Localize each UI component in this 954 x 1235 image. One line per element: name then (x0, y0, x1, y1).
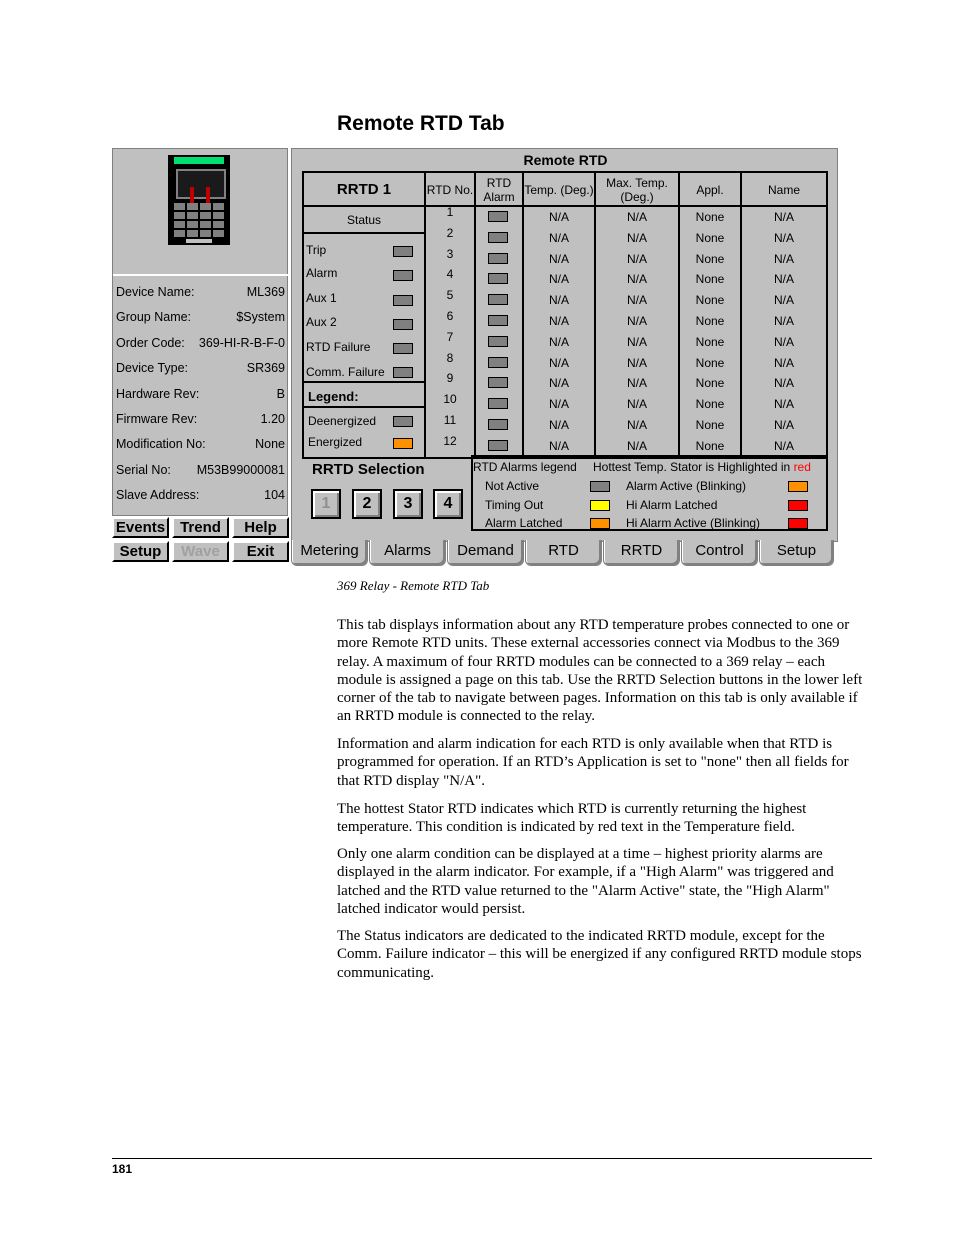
body-paragraph: Only one alarm condition can be displayed at a time – highest priority alarms are displayed in the alarm indicator. For example, if a "High Alarm" was triggered and latched and the RTD value returned to the "Alarm Active" state, the "High Alarm" latched indicator would persist. (337, 846, 834, 917)
tab-metering[interactable]: Metering (291, 540, 368, 566)
device-info-label: Serial No: (116, 462, 171, 477)
rtd-row-appl: None (695, 355, 725, 370)
rrtd-select-button-4[interactable]: 4 (433, 489, 463, 519)
header-max-temp: Max. Temp. (Deg.) (606, 176, 668, 204)
rtd-row-no: 4 (446, 267, 454, 282)
status-item-label: Alarm (306, 266, 338, 280)
rtd-row-appl: None (695, 376, 725, 391)
rtd-row-name: N/A (773, 272, 794, 287)
rtd-alarm-indicator (488, 315, 508, 326)
rtd-row-temp: N/A (548, 293, 569, 308)
status-item-label: Trip (306, 243, 327, 257)
rtd-alarm-indicator (488, 377, 508, 388)
figure-caption: 369 Relay - Remote RTD Tab (337, 578, 490, 593)
rtd-row-name: N/A (773, 314, 794, 328)
device-info-row (113, 457, 289, 482)
rtd-row-max: N/A (626, 418, 647, 432)
device-info-value: ML369 (246, 285, 285, 299)
status-indicator (393, 367, 413, 378)
rtd-row-appl: None (695, 438, 725, 453)
status-indicator (393, 319, 413, 330)
alarms-legend-title: RTD Alarms legend (473, 460, 577, 474)
rtd-row-temp: N/A (548, 397, 569, 412)
legend-item-label: Deenergized (308, 414, 377, 428)
rtd-alarm-indicator (488, 398, 508, 409)
rtd-row-no: 2 (446, 225, 454, 240)
module-label: RRTD 1 (336, 181, 392, 198)
tab-strip (291, 540, 838, 568)
device-image-area (113, 149, 289, 276)
setup-button[interactable]: Setup (112, 541, 169, 562)
alarm-legend-label: Hi Alarm Latched (626, 498, 718, 512)
rtd-row-no: 12 (443, 433, 457, 448)
device-info-row (113, 330, 289, 355)
alarm-swatch-hi-alarm-active (788, 518, 808, 529)
device-panel (112, 148, 288, 516)
rtd-row-max: N/A (626, 376, 647, 391)
rrtd-selection (302, 459, 471, 531)
events-button[interactable]: Events (112, 517, 169, 538)
hottest-color-word: red (793, 460, 811, 474)
device-info-value: B (276, 386, 285, 401)
device-info-label: Firmware Rev: (116, 411, 198, 426)
alarm-swatch-timing-out (590, 500, 610, 511)
rtd-row-max: N/A (626, 230, 647, 245)
rtd-row-max: N/A (626, 314, 647, 328)
status-item-label: RTD Failure (306, 340, 371, 354)
hottest-text: Hottest Temp. Stator is Highlighted in (593, 460, 791, 474)
status-label: Status (346, 213, 382, 227)
legend-item-label: Energized (308, 435, 363, 449)
alarm-swatch-hi-alarm-latched (788, 500, 808, 511)
rrtd-select-button-1[interactable]: 1 (311, 489, 341, 519)
rtd-row-no: 1 (446, 205, 454, 219)
rtd-row-temp: N/A (548, 376, 569, 391)
tab-alarms[interactable]: Alarms (369, 540, 446, 566)
tab-rrtd[interactable]: RRTD (603, 540, 680, 566)
device-info-row (113, 431, 289, 456)
alarm-legend-label: Timing Out (485, 498, 544, 512)
alarm-swatch-alarm-active (788, 481, 808, 492)
device-info-label: Slave Address: (116, 488, 200, 503)
rtd-row-name: N/A (773, 210, 794, 224)
rtd-row-name: N/A (773, 376, 794, 391)
device-info-value: 1.20 (260, 411, 285, 426)
device-info-row (113, 406, 289, 431)
rtd-alarm-indicator (488, 336, 508, 347)
device-info-value: $System (236, 310, 285, 325)
rtd-alarms-legend (471, 455, 828, 531)
device-info-row (113, 381, 289, 406)
device-info-label: Device Type: (116, 361, 189, 376)
rtd-row-temp: N/A (548, 334, 569, 349)
rtd-table (302, 171, 828, 459)
rtd-row-temp: N/A (548, 314, 569, 328)
device-info-row (113, 304, 289, 329)
rtd-row-name: N/A (773, 251, 794, 266)
help-button[interactable]: Help (232, 517, 289, 538)
header-appl: Appl. (696, 183, 724, 197)
device-info-label: Modification No: (116, 437, 206, 452)
alarm-swatch-alarm-latched (590, 518, 610, 529)
device-info-label: Order Code: (116, 335, 185, 350)
device-info-value: 369-HI-R-B-F-0 (198, 335, 285, 350)
device-info-label: Group Name: (116, 310, 192, 325)
rtd-row-max: N/A (626, 251, 647, 266)
header-temp: Temp. (Deg.) (524, 183, 594, 197)
wave-button[interactable]: Wave (172, 541, 229, 562)
rtd-row-max: N/A (626, 397, 647, 412)
relay-device-icon (168, 155, 230, 245)
rtd-row-no: 11 (443, 413, 457, 427)
status-indicator (393, 343, 413, 354)
status-item-label: Comm. Failure (306, 365, 385, 379)
rtd-row-appl: None (695, 418, 725, 432)
rtd-row-name: N/A (773, 397, 794, 412)
body-paragraph: Information and alarm indication for each RTD is only available when that RTD is programmed for operation. If an RTD’s Application is set to "none" then all fields for that RTD display "N/A". (337, 736, 849, 789)
alarm-legend-label: Alarm Active (Blinking) (626, 479, 747, 493)
alarm-swatch-not-active (590, 481, 610, 492)
legend-label: Legend: (308, 389, 359, 404)
rtd-row-temp: N/A (548, 272, 569, 287)
rtd-row-max: N/A (626, 334, 647, 349)
alarm-legend-label: Alarm Latched (485, 516, 563, 530)
rrtd-select-button-3[interactable]: 3 (393, 489, 423, 519)
rtd-alarm-indicator (488, 294, 508, 305)
rtd-row-name: N/A (773, 230, 794, 245)
device-info-label: Hardware Rev: (116, 386, 200, 401)
rtd-row-temp: N/A (548, 210, 569, 224)
rtd-row-appl: None (695, 210, 725, 224)
rtd-row-name: N/A (773, 293, 794, 308)
rtd-row-no: 6 (446, 309, 454, 323)
device-info-row (113, 279, 289, 304)
rtd-row-appl: None (695, 314, 725, 328)
rtd-alarm-indicator (488, 232, 508, 243)
rtd-row-name: N/A (773, 418, 794, 432)
rtd-row-max: N/A (626, 272, 647, 287)
rtd-alarm-indicator (488, 419, 508, 430)
rtd-row-no: 10 (443, 392, 457, 407)
alarm-legend-label: Hi Alarm Active (Blinking) (626, 516, 761, 530)
device-info-value: M53B99000081 (196, 462, 285, 477)
exit-button[interactable]: Exit (232, 541, 289, 562)
remote-rtd-panel (291, 148, 838, 542)
device-info-row (113, 482, 289, 507)
rtd-row-max: N/A (626, 293, 647, 308)
selection-label: RRTD Selection (312, 461, 425, 478)
device-info (113, 279, 289, 508)
alarm-legend-label: Not Active (485, 479, 540, 493)
status-item-label: Aux 1 (306, 291, 337, 305)
rtd-row-no: 3 (446, 246, 454, 261)
status-item-label: Aux 2 (306, 315, 337, 329)
rtd-row-temp: N/A (548, 355, 569, 370)
tab-setup[interactable]: Setup (759, 540, 834, 566)
header-name: Name (767, 183, 800, 197)
device-info-value: 104 (264, 488, 285, 503)
rtd-row-appl: None (695, 293, 725, 308)
rtd-alarm-indicator (488, 211, 508, 222)
rtd-row-temp: N/A (548, 418, 569, 432)
hottest-note (593, 460, 811, 474)
legend-swatch-energized (393, 438, 413, 449)
rtd-row-appl: None (695, 397, 725, 412)
header-rtd-no: RTD No. (426, 183, 474, 197)
rtd-alarm-indicator (488, 440, 508, 451)
rtd-row-name: N/A (773, 334, 794, 349)
section-title: Remote RTD Tab (337, 112, 505, 135)
rtd-row-max: N/A (626, 210, 647, 224)
rtd-row-appl: None (695, 251, 725, 266)
body-paragraph: This tab displays information about any RTD temperature probes connected to one or more Remote RTD units. These external accessories connect via Modbus to the 369 relay. A maximum of four RRTD modules can be connected to a 369 relay – each module is assigned a page on this tab. Use the RRTD Selection buttons in the lower left corner of the tab to navigate between pages. Information on this tab is only available if an RRTD module is connected to the relay. (337, 617, 863, 725)
body-paragraph: The Status indicators are dedicated to the indicated RRTD module, except for the Comm. Failure indicator – this will be energized if any configured RRTD module stops communicating. (337, 928, 862, 981)
rtd-alarm-indicator (488, 253, 508, 264)
trend-button[interactable]: Trend (172, 517, 229, 538)
relay-screenshot (112, 148, 838, 568)
panel-title: Remote RTD (523, 152, 608, 168)
device-info-value: SR369 (246, 361, 285, 376)
rtd-row-no: 8 (446, 350, 454, 365)
rtd-row-no: 7 (446, 329, 454, 344)
tab-demand[interactable]: Demand (447, 540, 524, 566)
body-paragraph: The hottest Stator RTD indicates which RTD is currently returning the highest temperature. This condition is indicated by red text in the Temperature field. (337, 801, 807, 836)
device-info-label: Device Name: (116, 285, 195, 299)
rtd-alarm-indicator (488, 273, 508, 284)
tab-control[interactable]: Control (681, 540, 758, 566)
device-info-row (113, 355, 289, 380)
rtd-row-appl: None (695, 230, 725, 245)
rtd-row-name: N/A (773, 355, 794, 370)
rtd-row-appl: None (695, 272, 725, 287)
footer-rule (112, 1158, 872, 1159)
tab-rtd[interactable]: RTD (525, 540, 602, 566)
rtd-row-max: N/A (626, 355, 647, 370)
legend-swatch-deenergized (393, 416, 413, 427)
header-rtd-alarm: RTD Alarm (483, 176, 515, 204)
rtd-row-temp: N/A (548, 438, 569, 453)
rtd-row-appl: None (695, 334, 725, 349)
rtd-row-max: N/A (626, 438, 647, 453)
status-indicator (393, 270, 413, 281)
rtd-row-temp: N/A (548, 230, 569, 245)
page-number: 181 (112, 1162, 133, 1176)
status-indicator (393, 246, 413, 257)
rtd-alarm-indicator (488, 357, 508, 368)
rtd-row-temp: N/A (548, 251, 569, 266)
rtd-row-no: 5 (446, 288, 454, 303)
status-indicator (393, 295, 413, 306)
device-info-value: None (255, 437, 285, 452)
rtd-row-name: N/A (773, 438, 794, 453)
rrtd-select-button-2[interactable]: 2 (352, 489, 382, 519)
rtd-row-no: 9 (446, 371, 454, 386)
